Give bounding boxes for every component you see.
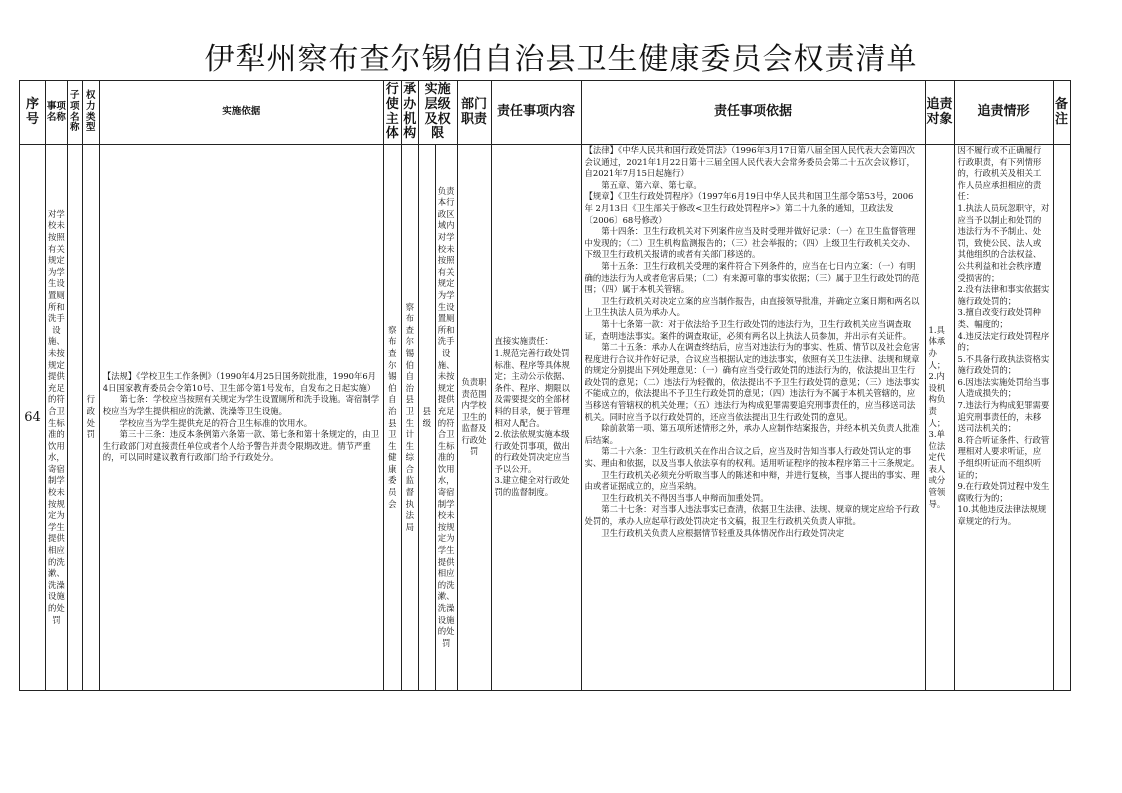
header-resp-content: 责任事项内容 (491, 81, 581, 145)
situation-line: 3.擅自改变行政处罚种类、幅度的； (957, 307, 1041, 329)
header-resp-basis: 责任事项依据 (581, 81, 925, 145)
header-power-type: 权力类型 (82, 81, 99, 145)
header-remark: 备注 (1053, 81, 1070, 145)
resp-basis-para: 卫生行政机关必须充分听取当事人的陈述和申辩，并进行复核，当事人提出的事实、理由或者证据成立的，应当采纳。 (584, 469, 920, 492)
cell-level (418, 145, 457, 691)
basis-para: 【法规】《学校卫生工作条例》（1990年4月25日国务院批准，1990年6月4日国家教育委员会令第10号、卫生部令第1号发布，自发布之日起实施） (102, 371, 377, 393)
basis-para: 第七条：学校应当按照有关规定为学生设置厕所和洗手设施。寄宿制学校应当为学生提供相应的洗漱、洗澡等卫生设施。 (102, 394, 380, 416)
situation-line: 7.违法行为构成犯罪需要追究刑事责任的，未移送司法机关的； (957, 400, 1050, 434)
header-sub-item: 子项名称 (67, 81, 82, 145)
cell-resp-content (491, 145, 581, 691)
resp-content-line: 直接实施责任： (494, 336, 554, 347)
header-item-name: 事项名称 (46, 81, 68, 145)
header-no: 序号 (20, 81, 46, 145)
cell-basis (99, 145, 383, 691)
resp-basis-para: 第十七条第一款：对于依法给予卫生行政处罚的违法行为，卫生行政机关应当调查取证，查明违法事实。案件的调查取证，必须有两名以上执法人员参加，并出示有关证件。 (584, 318, 912, 341)
resp-basis-para: 第十四条：卫生行政机关对下列案件应当及时受理并做好记录：（一）在卫生监督管理中发现的；（二）卫生机构监测报告的；（三）社会举报的；（四）上级卫生行政机关交办、下级卫生行政机关报请的或者有关部门移送的。 (584, 226, 916, 260)
accountable-line: 3.单位法定代表人或分管领导。 (928, 429, 946, 509)
resp-basis-para: 第五章、第六章、第七章。 (601, 179, 702, 190)
resp-basis-para: 【法律】《中华人民共和国行政处罚法》（1996年3月17日第八届全国人民代表大会第四次会议通过，2021年1月22日第十三届全国人民代表大会常务委员会第二十五次会议修订，自2021年7月15日起施行） (584, 145, 915, 179)
cell-undertaker: 察布查尔锡伯自治县卫生计生综合监督执法局 (401, 145, 418, 691)
cell-remark (1053, 145, 1070, 691)
header-subject: 行使主体 (383, 81, 401, 145)
cell-item-name: 对学校未按照有关规定为学生设置厕所和洗手设施、未按规定提供充足的符合卫生标准的饮用水，寄宿制学校未按规定为学生提供相应的洗漱、洗澡设施的处罚 (46, 145, 68, 691)
situation-line: 因不履行或不正确履行行政职责，有下列情形的，行政机关及相关工作人员应承担相应的责任： (957, 145, 1042, 202)
situation-line: 1.执法人员玩忽职守，对应当予以制止和处罚的违法行为不予制止、处罚，致使公民、法人或其他组织的合法权益、公共利益和社会秩序遭受损害的； (957, 202, 1050, 283)
resp-basis-para: 第十五条：卫生行政机关受理的案件符合下列条件的，应当在七日内立案：（一）有明确的违法行为人或者危害后果；（二）有来源可靠的事实依据；（三）属于卫生行政处罚的范围；（四）属于本机关管辖。 (584, 260, 920, 295)
header-accountable: 追责对象 (925, 81, 954, 145)
situation-line: 6.因违法实施处罚给当事人造成损失的； (957, 376, 1050, 399)
situation-line: 8.符合听证条件、行政管理相对人要求听证，应予组织听证而不组织听证的； (957, 434, 1050, 480)
resp-content-line: 2.依法依规实施本级行政处罚事项，做出的行政处罚决定应当予以公开。 (494, 429, 570, 474)
level-description: 负责本行政区域内对学校未按照有关规定为学生设置厕所和洗手设施、未按规定提供充足的符合卫生标准的饮用水，寄宿制学校未按规定为学生提供相应的洗漱、洗澡设施的处罚 (437, 185, 455, 648)
header-duty: 部门职责 (457, 81, 491, 145)
accountable-line: 2.内设机构负责人； (928, 371, 946, 428)
cell-resp-basis (581, 145, 925, 691)
cell-accountable (925, 145, 954, 691)
resp-content-line: 1.规范完善行政处罚标准、程序等具体规定；主动公示依据、条件、程序、期限以及需要提交的全部材料的目录，便于管理相对人配合。 (494, 347, 570, 428)
accountable-line: 1.具体承办人； (928, 324, 946, 370)
header-undertaker: 承办机构 (401, 81, 418, 145)
situation-line: 2.没有法律和事实依据实施行政处罚的； (957, 284, 1050, 306)
situation-line: 9.在行政处罚过程中发生腐败行为的； (957, 481, 1050, 503)
resp-basis-para: 卫生行政机关对决定立案的应当制作报告，由直接领导批准，并确定立案日期和两名以上卫生执法人员为承办人。 (584, 295, 920, 318)
cell-subject: 察布查尔锡伯自治县卫生健康委员会 (383, 145, 401, 691)
cell-no: 64 (20, 145, 46, 691)
level-value: 县级 (419, 145, 436, 690)
header-level: 实施层级及权限 (418, 81, 457, 145)
resp-basis-para: 第二十六条：卫生行政机关在作出合议之后，应当及时告知当事人行政处罚认定的事实、理由和依据，以及当事人依法享有的权利。适用听证程序的按本程序第三十三条规定。 (584, 446, 920, 469)
basis-para: 学校应当为学生提供充足的符合卫生标准的饮用水。 (119, 417, 313, 428)
responsibility-table (19, 80, 1071, 691)
resp-basis-para: 【规章】《卫生行政处罚程序》（1997年6月19日中华人民共和国卫生部令第53号，2006年 2月13日《卫生部关于修改<卫生行政处罚程序>》第二十九条的通知，卫政法发〔2006〕68号修改） (584, 191, 914, 225)
header-basis: 实施依据 (99, 81, 383, 145)
situation-line: 5.不具备行政执法资格实施行政处罚的； (957, 353, 1050, 376)
resp-basis-para: 除前款第一项、第五项所述情形之外，承办人应制作结案报告，并经本机关负责人批准后结案。 (584, 423, 920, 445)
basis-para: 第三十三条：违反本条例第六条第一款、第七条和第十条规定的，由卫生行政部门对直接责任单位或者个人给予警告并责令限期改进。情节严重的，可以同时建议教育行政部门给予行政处分。 (102, 429, 380, 463)
cell-power-type: 行政处罚 (82, 145, 99, 691)
header-situation: 追责情形 (954, 81, 1053, 145)
cell-sub-item (67, 145, 82, 691)
resp-content-line: 3.建立健全对行政处罚的监督制度。 (494, 475, 570, 498)
cell-duty: 负责职责范围内学校卫生的监督及行政处罚 (457, 145, 491, 691)
resp-basis-para: 第二十五条：承办人在调查终结后，应当对违法行为的事实、性质、情节以及社会危害程度进行合议并作好记录，合议应当根据认定的违法事实，依照有关卫生法律、法规和规章的规定分别提出下列处理意见：（一）确有应当受行政处罚的违法行为的，依法提出卫生行政处罚的意见；（二）违法行为轻微的，依法提出不予卫生行政处罚的意见；（三）违法事实不能成立的，依法提出不予卫生行政处罚的意见；（四）违法行为不属于本机关管辖的，应当移送有管辖权的机关处理；（五）违法行为构成犯罪需要追究刑事责任的，应当移送司法机关。同时应当予以行政处罚的，还应当依法提出卫生行政处罚的意见。 (584, 342, 920, 422)
table-row (20, 145, 1071, 691)
table-header-row (20, 81, 1071, 145)
resp-basis-para: 卫生行政机关不得因当事人申辩而加重处罚。 (601, 492, 769, 503)
situation-line: 10.其他违反法律法规规章规定的行为。 (957, 504, 1047, 526)
cell-situation (954, 145, 1053, 691)
situation-line: 4.违反法定行政处罚程序的； (957, 330, 1050, 353)
resp-basis-para: 卫生行政机关负责人应根据情节轻重及具体情况作出行政处罚决定 (601, 527, 845, 538)
page-title: 伊犁州察布查尔锡伯自治县卫生健康委员会权责清单 (204, 42, 918, 77)
resp-basis-para: 第二十七条：对当事人违法事实已查清，依据卫生法律、法规、规章的规定应给予行政处罚的，承办人应起草行政处罚决定书文稿，报卫生行政机关负责人审批。 (584, 504, 920, 526)
